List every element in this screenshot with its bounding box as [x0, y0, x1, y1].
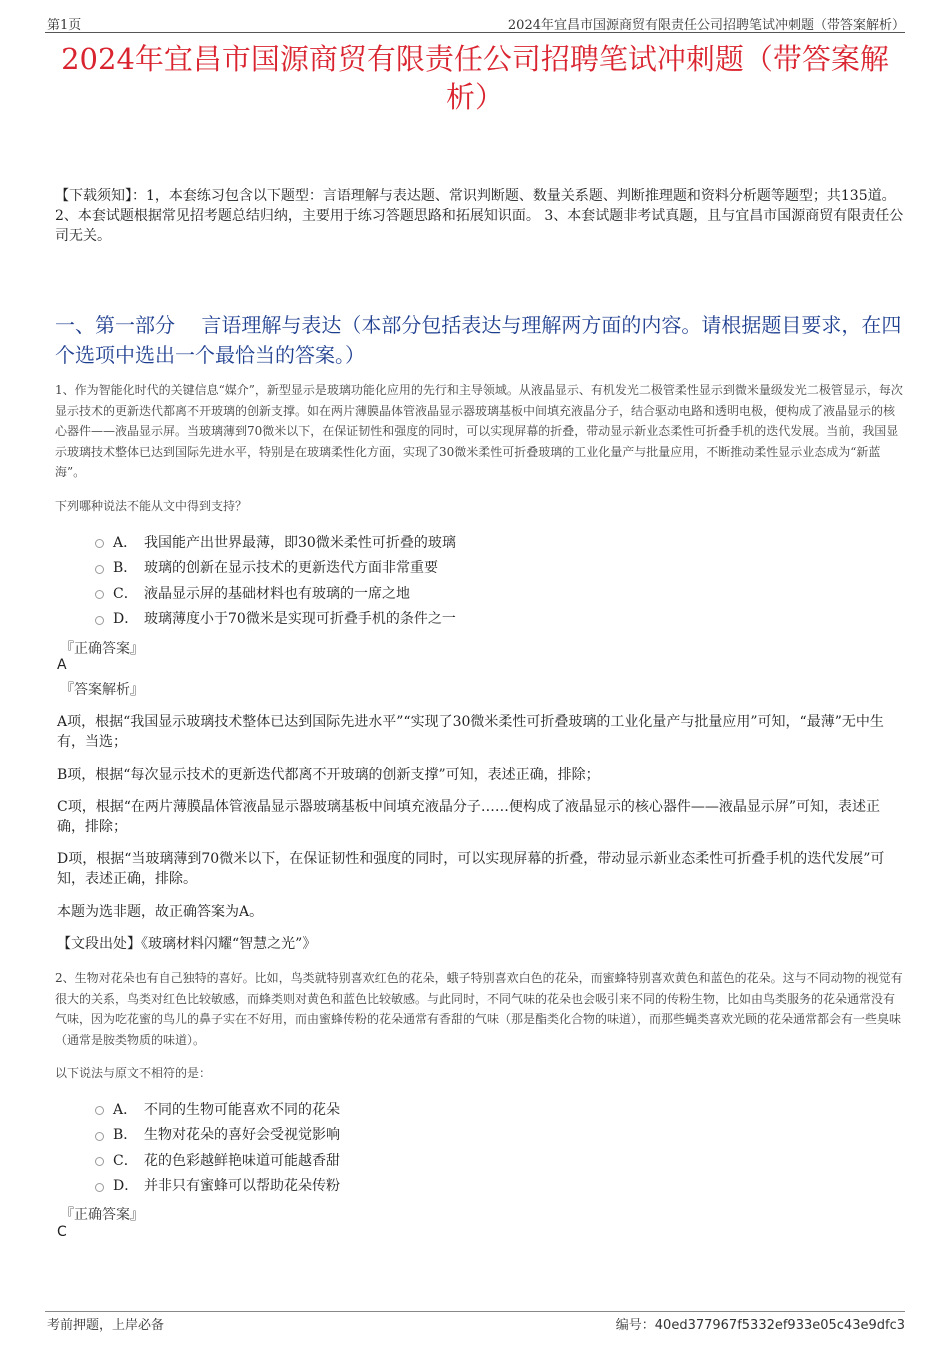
option-letter: D．	[113, 611, 139, 628]
radio-icon[interactable]	[95, 590, 104, 599]
option-text: 不同的生物可能喜欢不同的花朵	[144, 1101, 340, 1118]
option-letter: B．	[113, 1127, 138, 1144]
option-c[interactable]	[95, 1147, 340, 1173]
analysis-label: 『答案解析』	[60, 682, 144, 698]
option-text: 玻璃的创新在显示技术的更新迭代方面非常重要	[144, 560, 438, 577]
option-text: 玻璃薄度小于70微米是实现可折叠手机的条件之一	[144, 611, 456, 628]
document-title: 2024年宜昌市国源商贸有限责任公司招聘笔试冲刺题（带答案解析）	[61, 42, 889, 114]
analysis-item: D项，根据“当玻璃薄到70微米以下，在保证韧性和强度的同时，可以实现屏幕的折叠，带动显示新业态柔性可折叠手机的迭代发展”可知，表述正确，排除。	[57, 851, 885, 887]
option-text: 并非只有蜜蜂可以帮助花朵传粉	[144, 1178, 340, 1195]
option-b[interactable]	[95, 555, 456, 581]
option-d[interactable]	[95, 606, 456, 632]
option-letter: C．	[113, 1152, 138, 1169]
radio-icon[interactable]	[95, 1106, 104, 1115]
correct-answer-label: 『正确答案』	[60, 1207, 144, 1223]
analysis-conclusion: 本题为选非题，故正确答案为A。	[57, 904, 264, 920]
option-text: 液晶显示屏的基础材料也有玻璃的一席之地	[144, 585, 410, 602]
analysis-item: B项，根据“每次显示技术的更新迭代都离不开玻璃的创新支撑”可知，表述正确，排除；	[57, 767, 600, 783]
page-number: 第1页	[47, 18, 82, 33]
option-c[interactable]	[95, 580, 456, 606]
option-letter: B．	[113, 560, 138, 577]
option-letter: A．	[113, 534, 138, 551]
option-text: 我国能产出世界最薄，即30微米柔性可折叠的玻璃	[144, 534, 456, 551]
option-letter: A．	[113, 1101, 138, 1118]
section-heading: 一、第一部分 言语理解与表达（本部分包括表达与理解两方面的内容。请根据题目要求，在四个选项中选出一个最恰当的答案。）	[55, 313, 902, 367]
question-2-prompt: 以下说法与原文不相符的是：	[55, 1066, 212, 1080]
correct-answer: C	[57, 1224, 67, 1240]
correct-answer-label: 『正确答案』	[60, 641, 144, 657]
option-a[interactable]	[95, 1096, 340, 1122]
option-d[interactable]	[95, 1173, 340, 1199]
radio-icon[interactable]	[95, 565, 104, 574]
question-2-options	[95, 1096, 340, 1198]
radio-icon[interactable]	[95, 1157, 104, 1166]
footer-divider	[45, 1311, 905, 1312]
option-text: 生物对花朵的喜好会受视觉影响	[144, 1127, 340, 1144]
option-letter: D．	[113, 1178, 139, 1195]
option-text: 花的色彩越鲜艳味道可能越香甜	[144, 1152, 340, 1169]
download-notice: 【下载须知】：1，本套练习包含以下题型：言语理解与表达题、常识判断题、数量关系题、判断推理题和资料分析题等题型；共135道。 2、本套试题根据常见招考题总结归纳，主要用于练习答题思路和拓展知识面。 3、本套试题非考试真题，且与宜昌市国源商贸有限责任公司无关。	[55, 188, 904, 244]
radio-icon[interactable]	[95, 1183, 104, 1192]
header-divider	[45, 32, 905, 33]
analysis-item: A项，根据“我国显示玻璃技术整体已达到国际先进水平”“实现了30微米柔性可折叠玻璃的工业化量产与批量应用”可知，“最薄”无中生有，当选；	[57, 714, 884, 750]
radio-icon[interactable]	[95, 539, 104, 548]
running-header-title: 2024年宜昌市国源商贸有限责任公司招聘笔试冲刺题（带答案解析）	[507, 18, 905, 33]
passage-source: 【文段出处】《玻璃材料闪耀“智慧之光”》	[57, 936, 317, 952]
analysis-item: C项，根据“在两片薄膜晶体管液晶显示器玻璃基板中间填充液晶分子……便构成了液晶显示的核心器件——液晶显示屏”可知，表述正确，排除；	[57, 799, 881, 835]
question-1-options	[95, 529, 456, 631]
option-a[interactable]	[95, 529, 456, 555]
footer-slogan: 考前押题，上岸必备	[47, 1318, 165, 1333]
radio-icon[interactable]	[95, 616, 104, 625]
question-1-passage: 1、作为智能化时代的关键信息“媒介”，新型显示是玻璃功能化应用的先行和主导领域。从液晶显示、有机发光二极管柔性显示到微米量级发光二极管显示，每次显示技术的更新迭代都离不开玻璃的创新支撑。如在两片薄膜晶体管液晶显示器玻璃基板中间填充液晶分子，结合驱动电路和透明电极，便构成了液晶显示的核心器件——液晶显示屏。当玻璃薄到70微米以下，在保证韧性和强度的同时，可以实现屏幕的折叠，带动显示新业态柔性可折叠手机的迭代发展。当前，我国显示玻璃技术整体已达到国际先进水平，特别是在玻璃柔性化方面，实现了30微米柔性可折叠玻璃的工业化量产与批量应用，不断推动柔性显示业态成为“新蓝海”。	[55, 383, 903, 479]
document-id: 编号：40ed377967f5332ef933e05c43e9dfc3	[615, 1318, 905, 1333]
correct-answer: A	[57, 657, 67, 673]
question-2-passage: 2、生物对花朵也有自己独特的喜好。比如，鸟类就特别喜欢红色的花朵，蛾子特别喜欢白色的花朵，而蜜蜂特别喜欢黄色和蓝色的花朵。这与不同动物的视觉有很大的关系，鸟类对红色比较敏感，而蜂类则对黄色和蓝色比较敏感。与此同时，不同气味的花朵也会吸引来不同的传粉生物，比如由鸟类服务的花朵通常没有气味，因为吃花蜜的鸟儿的鼻子实在不好用，而由蜜蜂传粉的花朵通常有香甜的气味（那是酯类化合物的味道），而那些蝇类喜欢光顾的花朵通常都会有一些臭味（通常是胺类物质的味道）。	[55, 971, 903, 1047]
option-b[interactable]	[95, 1122, 340, 1148]
radio-icon[interactable]	[95, 1132, 104, 1141]
option-letter: C．	[113, 585, 138, 602]
question-1-prompt: 下列哪种说法不能从文中得到支持？	[55, 499, 248, 513]
